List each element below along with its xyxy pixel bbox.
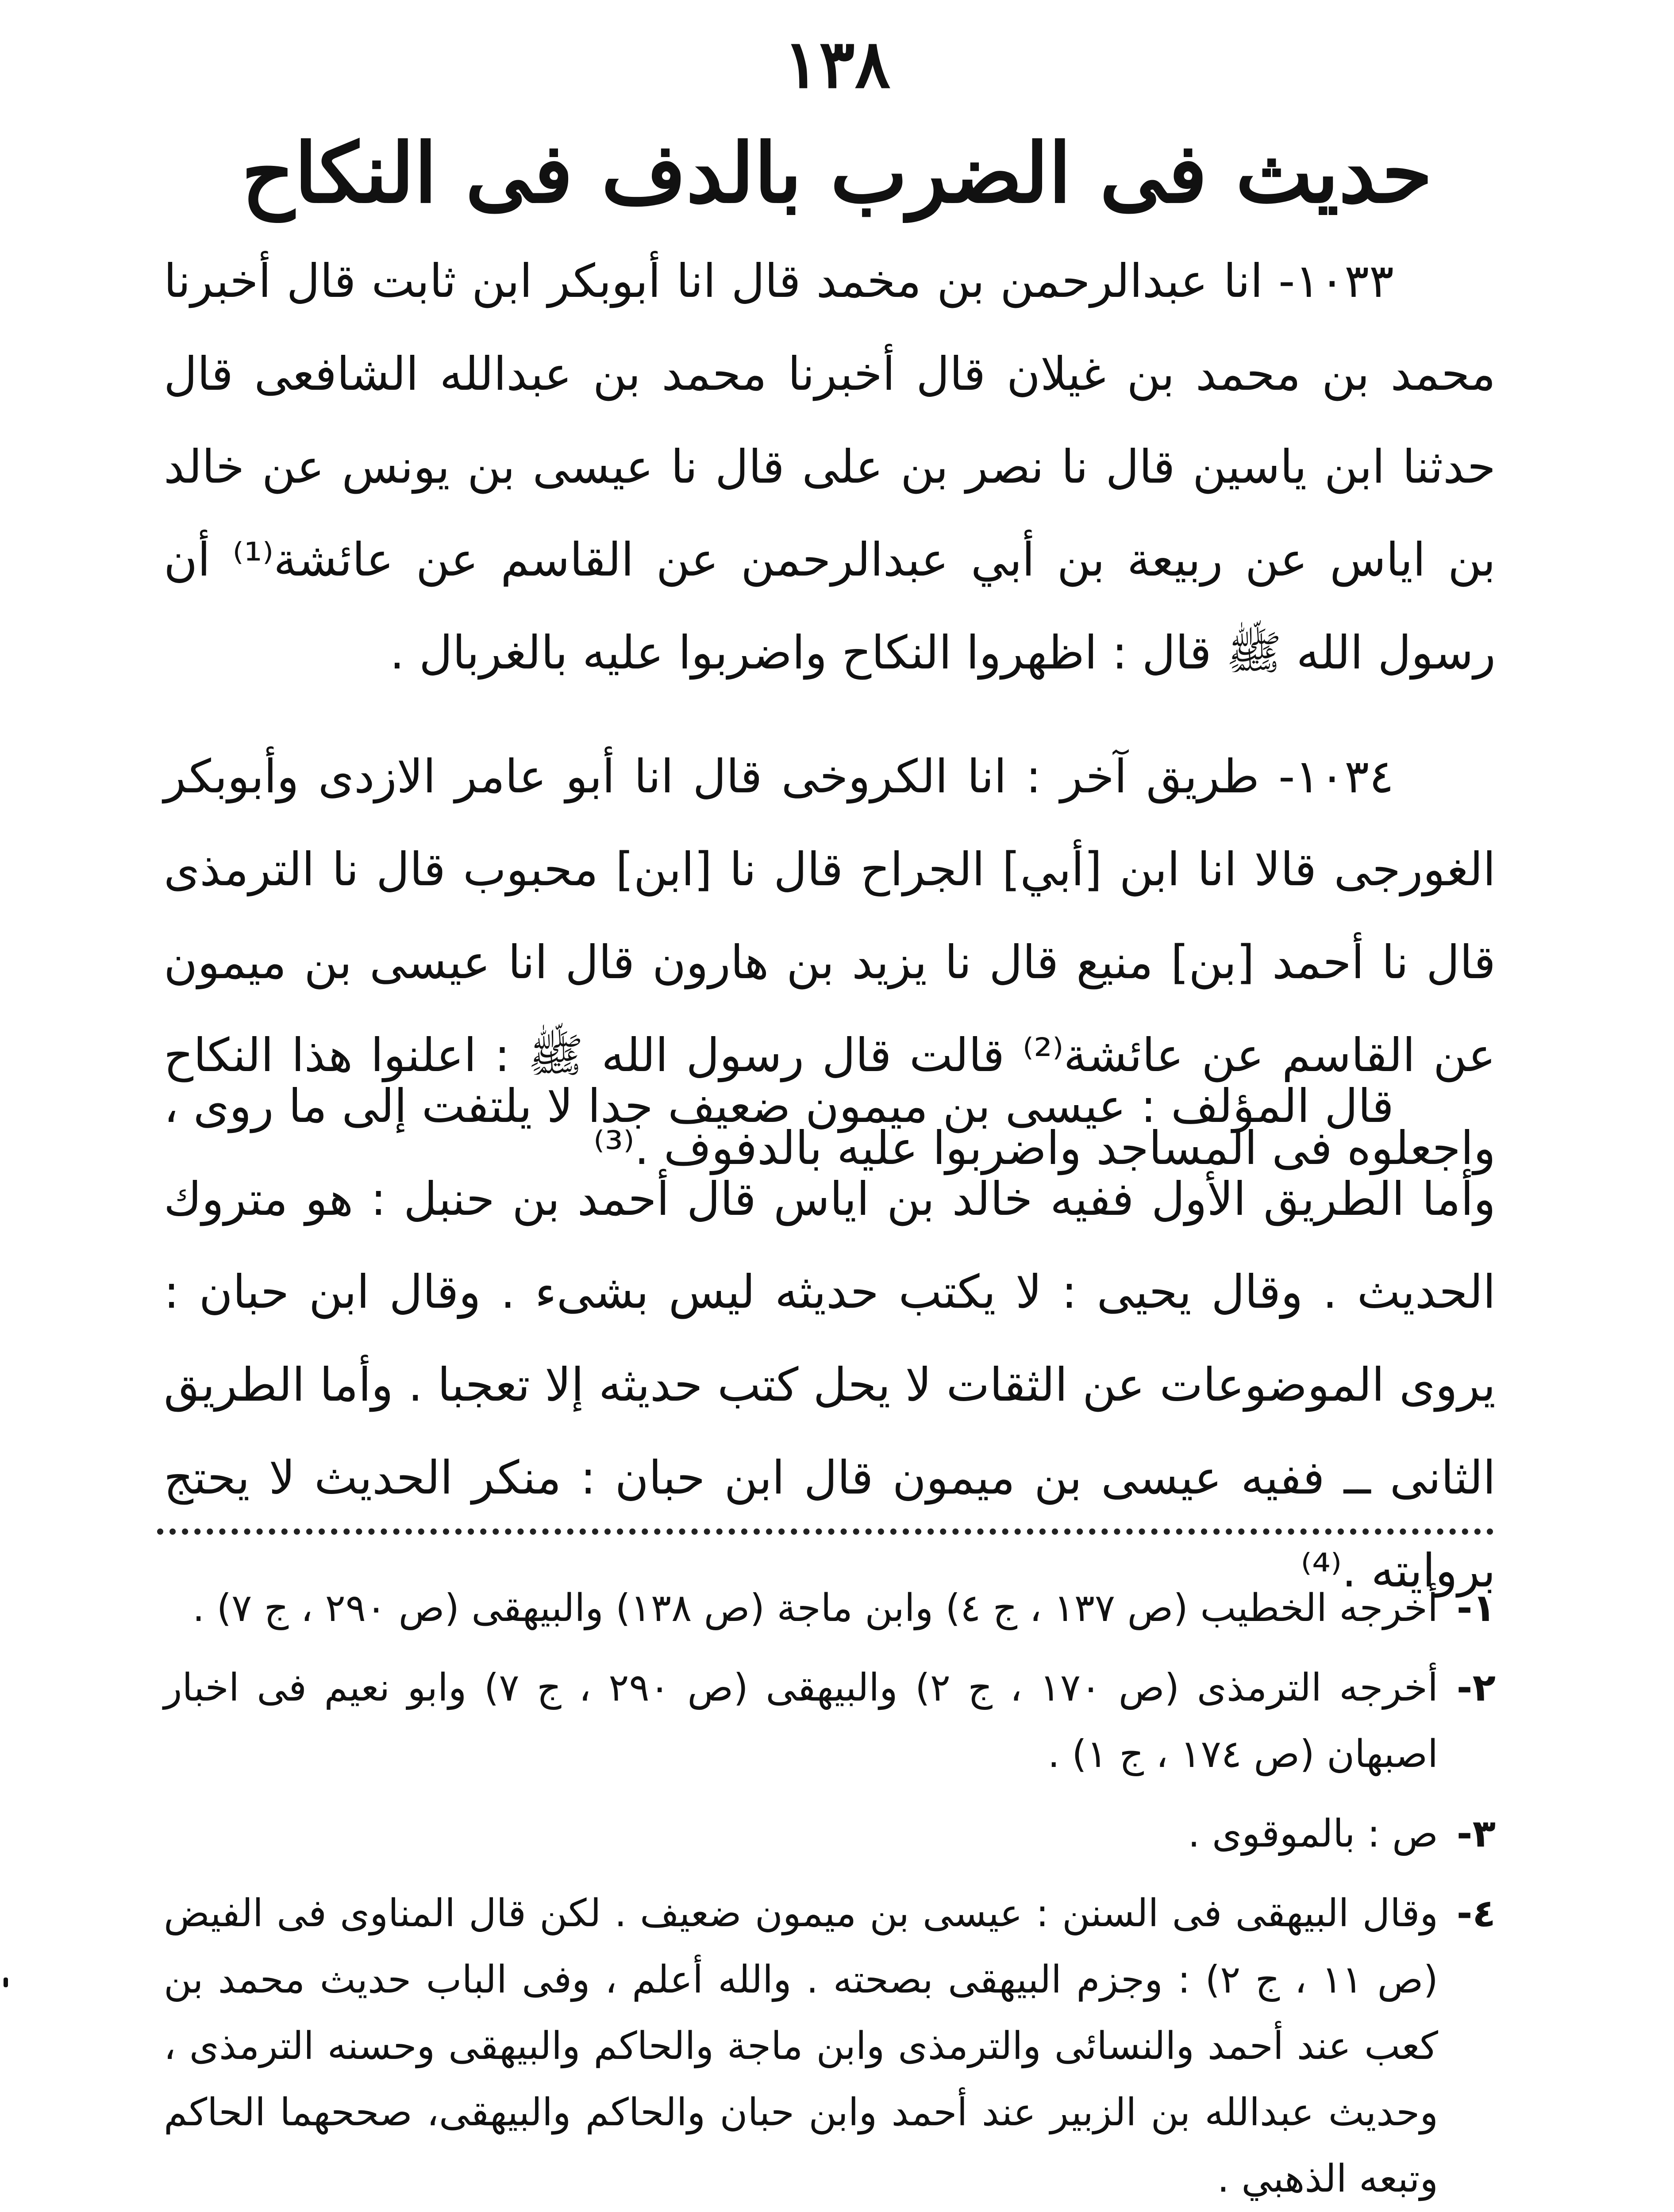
hadith-1033: ١٠٣٣- انا عبدالرحمن بن مخمد قال انا أبوبكر ابن ثابت قال أخبرنا محمد بن محمد بن غيلان قال أخبرنا محمد بن عبدالله الشافعى قال حدثنا ابن ياسين قال نا نصر بن على قال نا عيسى بن يونس عن خالد بن اياس عن ربيعة بن أبي عبدالرحمن عن القاسم عن عائشة⁽¹⁾ أن رسول الله ﷺ قال : اظهروا النكاح واضربوا عليه بالغربال . xyxy=(164,254,1496,680)
footnotes xyxy=(164,1575,1496,2212)
footnote-number: ٤- xyxy=(1456,1891,1496,1936)
section-title: حديث فى الضرب بالدف فى النكاح xyxy=(242,125,1432,221)
hadith-1034: ١٠٣٤- طريق آخر : انا الكروخى قال انا أبو عامر الازدى وأبوبكر الغورجى قالا انا ابن [أبي] الجراح قال نا [ابن] محبوب قال نا الترمذى قال نا أحمد [بن] منيع قال نا يزيد بن هارون قال انا عيسى بن ميمون عن القاسم عن عائشة⁽²⁾ قالت قال رسول الله ﷺ : اعلنوا هذا النكاح واجعلوه فى المساجد واضربوا عليه بالدفوف .⁽³⁾ xyxy=(164,749,1496,1175)
footnote-number: ١- xyxy=(1456,1586,1496,1630)
footnote-text: ص : بالموقوى . xyxy=(1188,1812,1438,1856)
footnote-1 xyxy=(164,1575,1496,1641)
footnote-text: وقال البيهقى فى السنن : عيسى بن ميمون ضعيف . لكن قال المناوى فى الفيض (ص ١١ ، ج ٢) : وجزم البيهقى بصحته . والله أعلم ، وفى الباب حديث محمد بن كعب عند أحمد والنسائى والترمذى وابن ماجة والحاكم والبيهقى وحسنه الترمذى ، وحديث عبدالله بن الزبير عند أحمد وابن حبان والحاكم والبيهقى، صححهما الحاكم وتبعه الذهبي . xyxy=(164,1891,1439,2201)
footnote-2 xyxy=(164,1655,1496,1787)
scan-edge-mark xyxy=(4,1978,8,1987)
footnote-separator xyxy=(157,1528,1493,1535)
footnote-text: أخرجه الترمذى (ص ١٧٠ ، ج ٢) والبيهقى (ص ٢٩٠ ، ج ٧) وابو نعيم فى اخبار اصبهان (ص ١٧٤ ، ج ١) . xyxy=(164,1666,1438,1776)
footnote-number: ٣- xyxy=(1456,1812,1496,1856)
footnote-text: أخرجه الخطيب (ص ١٣٧ ، ج ٤) وابن ماجة (ص ١٣٨) والبيهقى (ص ٢٩٠ ، ج ٧) . xyxy=(192,1586,1438,1630)
footnote-3 xyxy=(164,1801,1496,1867)
page-number: ١٣٨ xyxy=(783,25,891,103)
footnote-number: ٢- xyxy=(1456,1666,1496,1710)
footnote-4 xyxy=(164,1880,1496,2212)
author-commentary: قال المؤلف : عيسى بن ميمون ضعيف جدا لا يلتفت إلى ما روى ، وأما الطريق الأول ففيه خالد بن اياس قال أحمد بن حنبل : هو متروك الحديث . وقال يحيى : لا يكتب حديثه ليس بشىء . وقال ابن حبان : يروى الموضوعات عن الثقات لا يحل كتب حديثه إلا تعجبا . وأما الطريق الثانى ــ ففيه عيسى بن ميمون قال ابن حبان : منكر الحديث لا يحتج بروايته .⁽⁴⁾ xyxy=(164,1079,1496,1598)
